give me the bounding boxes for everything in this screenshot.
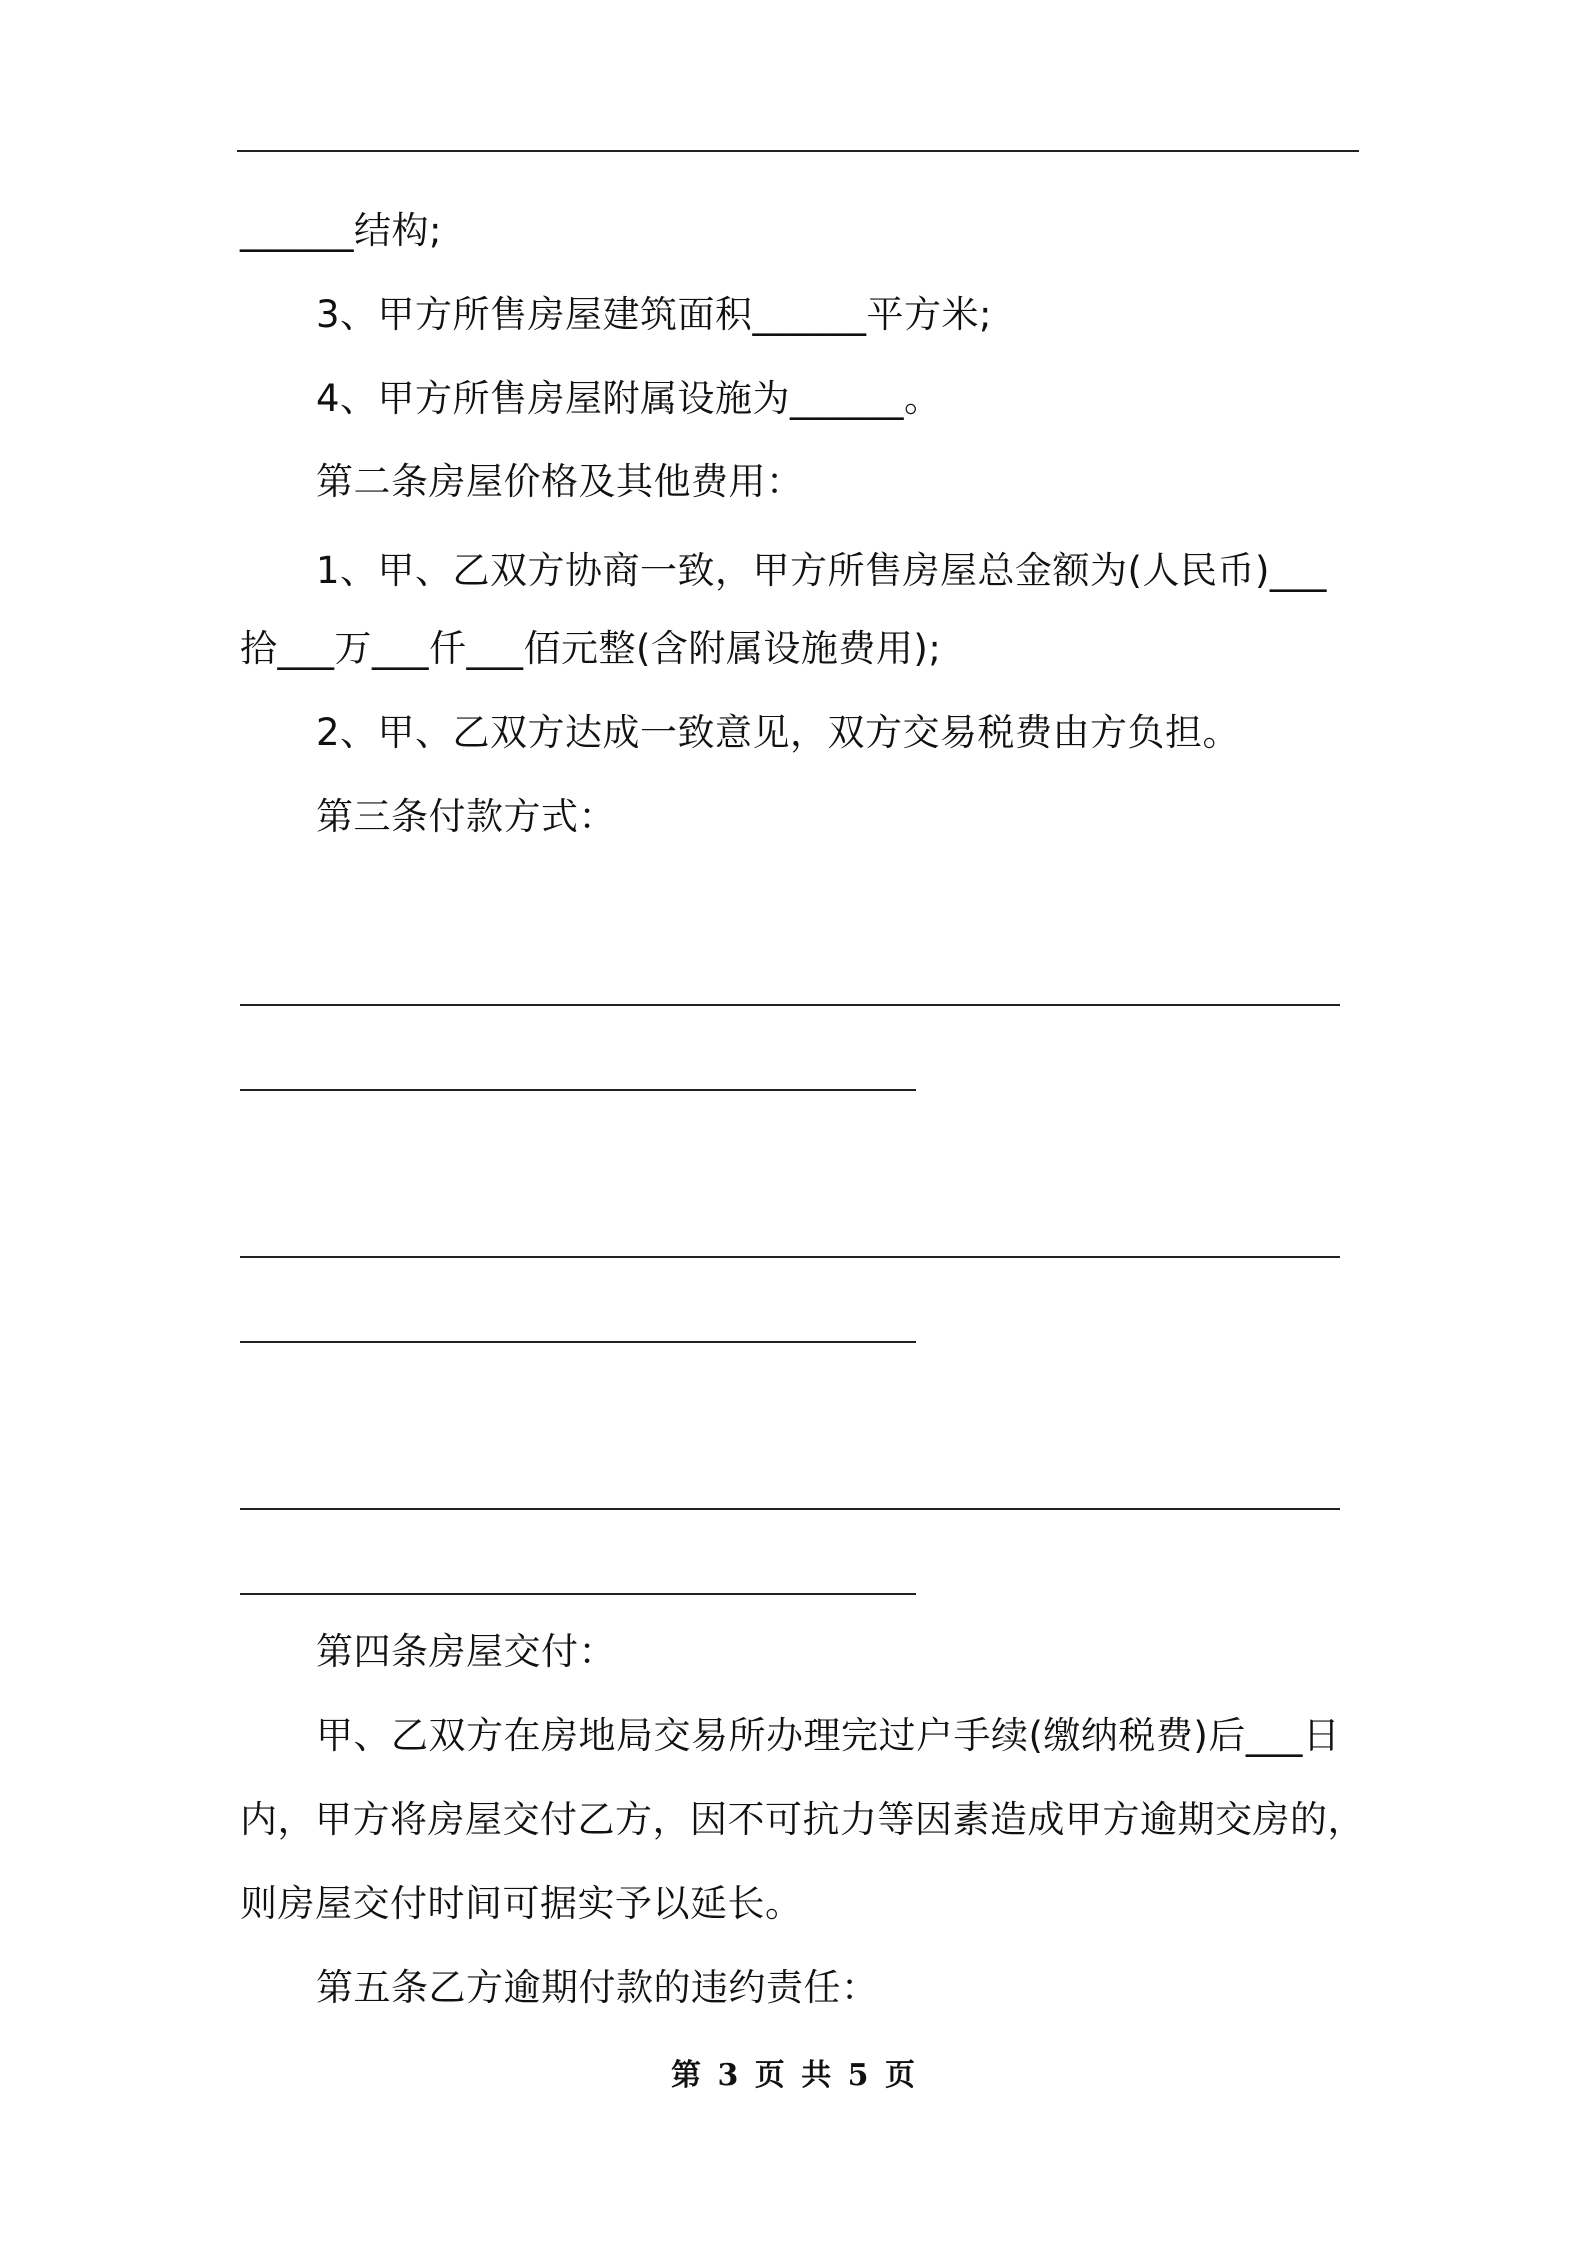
article-3-heading: 第三条付款方式： [316, 795, 616, 838]
page-number-footer: 第 3 页 共 5 页 [671, 2058, 915, 2093]
payment-blank-line [240, 1004, 1340, 1006]
article-2-heading: 第二条房屋价格及其他费用： [316, 460, 804, 503]
payment-blank-line [240, 1089, 916, 1091]
delivery-paragraph-line-3: 则房屋交付时间可据实予以延长。 [240, 1882, 803, 1925]
article-5-heading: 第五条乙方逾期付款的违约责任： [316, 1966, 879, 2009]
payment-blank-line [240, 1341, 916, 1343]
payment-blank-line [240, 1593, 916, 1595]
header-rule [237, 150, 1359, 152]
payment-blank-line [240, 1508, 1340, 1510]
clause-total-price: 1、甲、乙双方协商一致，甲方所售房屋总金额为(人民币)___ [316, 549, 1327, 592]
delivery-paragraph-line-1: 甲、乙双方在房地局交易所办理完过户手续(缴纳税费)后___日 [316, 1714, 1341, 1757]
clause-total-price-continued: 拾___万___仟___佰元整(含附属设施费用); [240, 627, 942, 670]
clause-building-area: 3、甲方所售房屋建筑面积______平方米; [316, 293, 993, 336]
clause-tax-burden: 2、甲、乙双方达成一致意见，双方交易税费由方负担。 [316, 711, 1241, 754]
article-4-heading: 第四条房屋交付： [316, 1630, 616, 1673]
structure-line: ______结构; [240, 209, 442, 252]
clause-ancillary-facilities: 4、甲方所售房屋附属设施为______。 [316, 377, 942, 420]
delivery-paragraph-line-2: 内，甲方将房屋交付乙方，因不可抗力等因素造成甲方逾期交房的， [240, 1798, 1365, 1841]
payment-blank-line [240, 1256, 1340, 1258]
